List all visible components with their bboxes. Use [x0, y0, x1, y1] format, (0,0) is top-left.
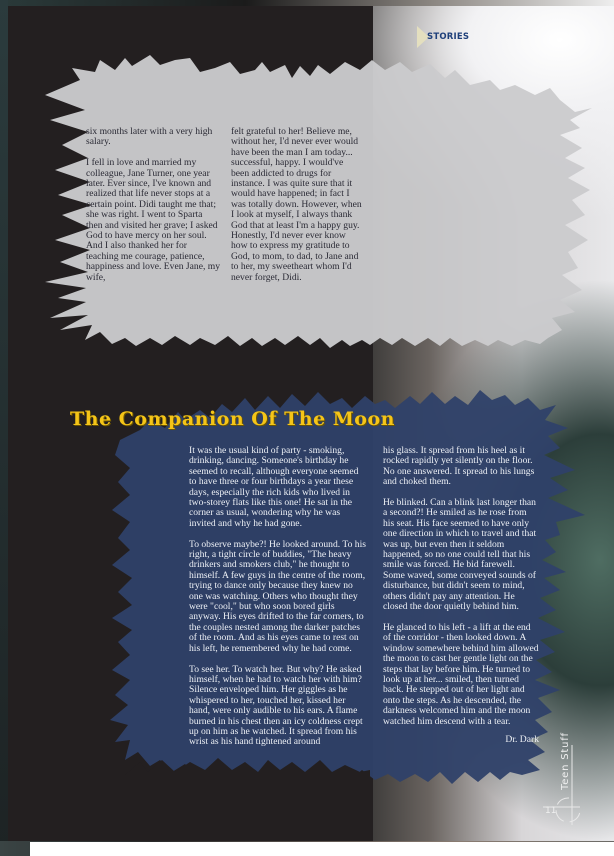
- paragraph: It was the usual kind of party - smoking, drinking, dancing. Someone's birthday he seemed to recall, although everyone seemed to have three or four birthdays a year these days, especially the rich kids who lived in two-storey flats like this one! He sat in the corner as usual, wondering why he was invited and why he had gone.: [189, 445, 359, 529]
- paragraph: felt grateful to her! Believe me, without her, I'd never ever would have been the man I am today... successful, happy. I would've been addicted to drugs for instance. I was quite sure that it would have happened; in fact I was totally down. However, when I look at myself, I always thank God that at least I'm a happy guy. Honestly, I'd never ever know how to express my gratitude to God, to mom, to dad, to Jane and to her, my sweetheart whom I'd never forget, Didi.: [231, 126, 362, 283]
- story-column-2: [383, 446, 539, 746]
- paragraph: He blinked. Can a blink last longer than a second?! He smiled as he rose from his seat. His face seemed to have only one direction in which to travel and that was up, but even then it seldom happened, so no one could tell that his smile was forced. He bid farewell. Some waved, some conveyed sounds of disturbance, but didn't seem to mind, others didn't pay any attention. He closed the door quietly behind him.: [383, 497, 537, 613]
- paragraph: six months later with a very high salary.: [86, 126, 213, 148]
- prev-story-column-2: [231, 127, 363, 293]
- story-title: The Companion Of The Moon: [70, 408, 395, 430]
- page-bottom-margin: [30, 842, 614, 856]
- paragraph: I fell in love and married my colleague, Jane Turner, one year later. Ever since, I've known and realized that life never stops at a certain point. Didi taught me that; she was right. I went to Sparta then and visited her grave; I asked God to have mercy on her soul. And I also thanked her for teaching me courage, patience, happiness and love. Even Jane, my wife,: [86, 157, 221, 283]
- paragraph: To observe maybe?! He looked around. To his right, a tight circle of buddies, "The heavy drinkers and smokers club," he thought to himself. A few guys in the centre of the room, trying to dance only because they knew no one was watching. Others who thought they were "cool," but who soon bored girls anyway. His eyes drifted to the far corners, to the couples nested among the darker patches of the room. And as his eyes came to rest on his left, he remembered why he had come.: [189, 538, 366, 654]
- story-column-1: [189, 446, 367, 758]
- prev-story-column-1: [86, 127, 220, 293]
- section-label: STORIES: [427, 32, 470, 42]
- magazine-name: Teen Stuff: [560, 732, 571, 790]
- paragraph: He glanced to his left - a lift at the end of the corridor - then looked down. A window somewhere behind him allowed the moon to cast her gentle light on the steps that lay before him. He turned to look up at her... smiled, then turned back. He stepped out of her light and onto the steps. As he descended, the darkness welcomed him and the moon watched him descend with a tear.: [383, 621, 539, 727]
- page-number: 11: [545, 806, 557, 816]
- author-signature: Dr. Dark: [505, 734, 539, 746]
- paragraph: his glass. It spread from his heel as it rocked rapidly yet silently on the floor. No one answered. It spread to his lungs and choked them.: [383, 445, 535, 488]
- section-tag: [417, 26, 469, 48]
- paragraph: To see her. To watch her. But why? He asked himself, when he had to watch her with him? Silence enveloped him. Her giggles as he whispered to her, touched her, kissed her hand, were only audible to his ears. A flame burned in his chest then an icy coldness crept up on him as he watched. It spread from his wrist as his hand tightened around: [189, 663, 363, 748]
- crosshair-icon: [530, 745, 580, 835]
